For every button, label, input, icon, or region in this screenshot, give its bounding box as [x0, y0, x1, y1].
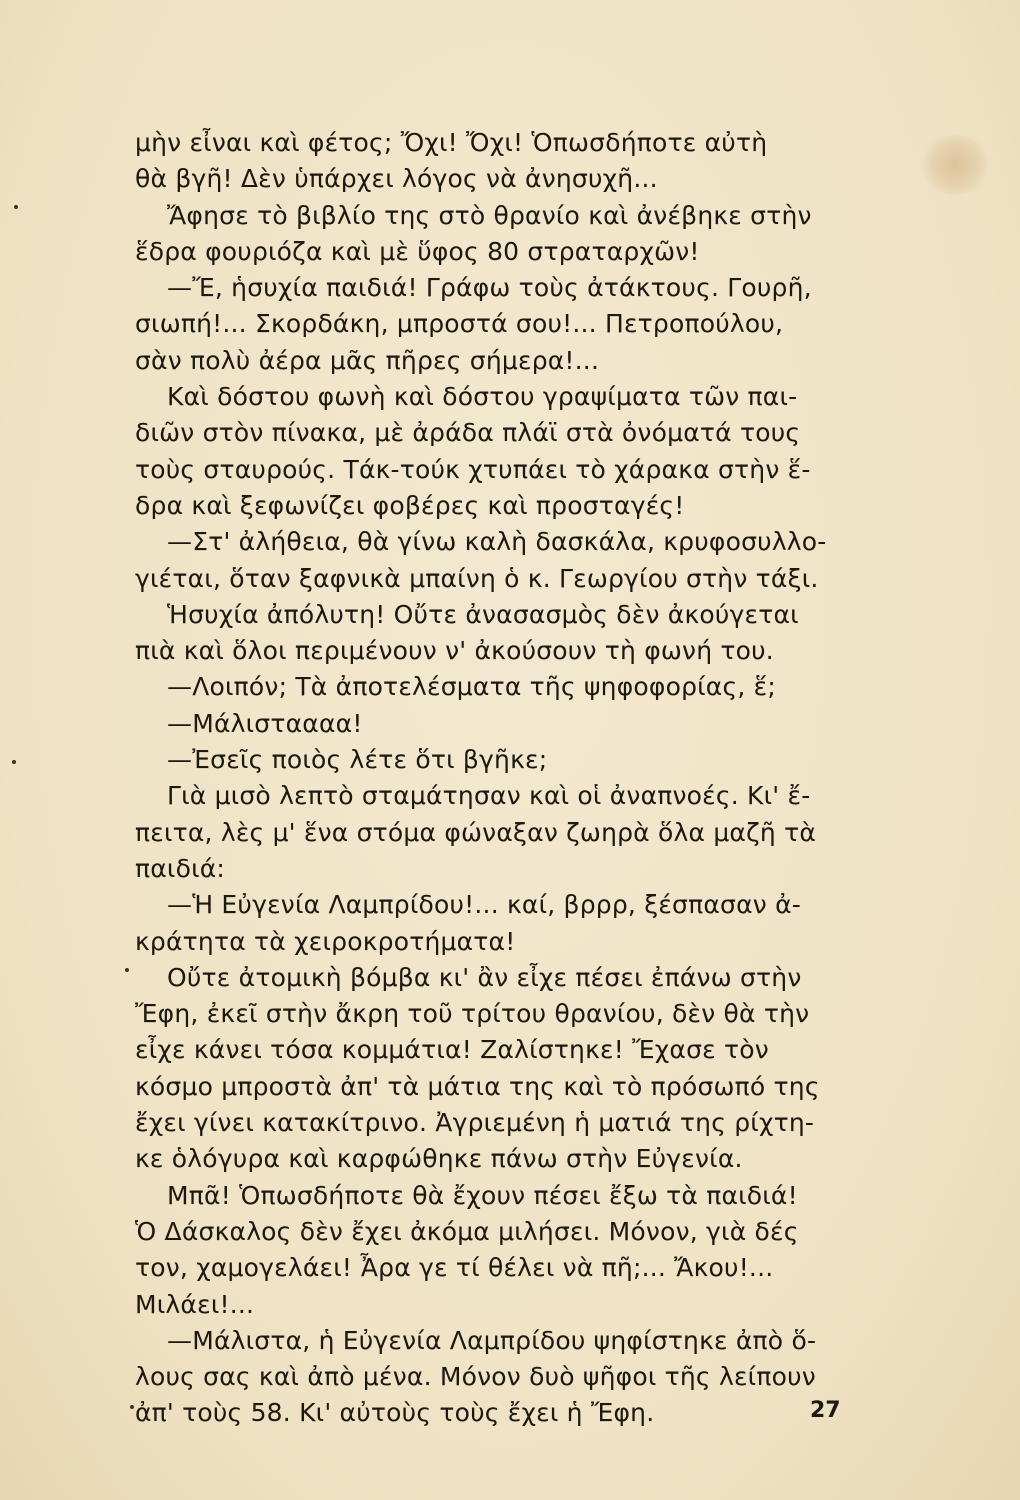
text-line: μὴν εἶναι καὶ φέτος; Ὄχι! Ὄχι! Ὁπωσδήποτε αὐτὴ: [135, 128, 768, 157]
text-line: —Μάλισταααα!: [167, 708, 363, 738]
text-line: —Ἡ Εὐγενία Λαμπρίδου!... καί, βρρρ, ξέσπασαν ἀ-: [167, 890, 801, 920]
text-line: θὰ βγῆ! Δὲν ὑπάρχει λόγος νὰ ἀνησυχῆ...: [135, 164, 658, 194]
text-line: εἶχε κάνει τόσα κομμάτια! Ζαλίστηκε! Ἔχασε τὸν: [135, 1035, 769, 1065]
text-line: —Λοιπόν; Τὰ ἀποτελέσματα τῆς ψηφοφορίας, ἕ;: [167, 672, 776, 702]
text-line: τοὺς σταυρούς. Τάκ-τούκ χτυπάει τὸ χάρακα στὴν ἕ-: [135, 454, 811, 484]
text-line: Ἄφησε τὸ βιβλίο της στὸ θρανίο καὶ ἀνέβηκε στὴν: [167, 200, 812, 230]
body-text: [135, 125, 865, 1432]
text-line: σὰν πολὺ ἀέρα μᾶς πῆρες σήμερα!...: [135, 345, 600, 375]
text-line: γιέται, ὅταν ξαφνικὰ μπαίνη ὁ κ. Γεωργίου στὴν τάξι.: [135, 563, 819, 593]
text-line: Γιὰ μισὸ λεπτὸ σταμάτησαν καὶ οἱ ἀναπνοές. Κι' ἔ-: [167, 781, 811, 811]
page-number: 27: [810, 1398, 841, 1423]
text-line: κε ὁλόγυρα καὶ καρφώθηκε πάνω στὴν Εὐγενία.: [135, 1144, 743, 1174]
text-line: —Ἔ, ἡσυχία παιδιά! Γράφω τοὺς ἀτάκτους. Γουρῆ,: [167, 273, 812, 303]
text-line: —Μάλιστα, ἡ Εὐγενία Λαμπρίδου ψηφίστηκε ἀπὸ ὅ-: [167, 1325, 817, 1355]
text-line: πειτα, λὲς μ' ἕνα στόμα φώναξαν ζωηρὰ ὅλα μαζῆ τὰ: [135, 817, 817, 847]
margin-speck: [125, 968, 129, 972]
margin-speck: [14, 205, 18, 209]
text-line: Ἔφη, ἐκεῖ στὴν ἄκρη τοῦ τρίτου θρανίου, δὲν θὰ τὴν: [135, 999, 810, 1029]
text-line: ἔχει γίνει κατακίτρινο. Ἀγριεμένη ἡ ματιά της ρίχτη-: [135, 1108, 815, 1138]
text-line: τον, χαμογελάει! Ἆρα γε τί θέλει νὰ πῆ;... Ἄκου!...: [135, 1253, 774, 1283]
text-line: λους σας καὶ ἀπὸ μένα. Μόνον δυὸ ψῆφοι τῆς λείπουν: [135, 1362, 816, 1392]
text-line: ἀπ' τοὺς 58. Κι' αὐτοὺς τοὺς ἔχει ἡ Ἔφη.: [135, 1398, 655, 1428]
text-line: Καὶ δόστου φωνὴ καὶ δόστου γραψίματα τῶν παι-: [167, 382, 798, 412]
text-line: διῶν στὸν πίνακα, μὲ ἀράδα πλάϊ στὰ ὀνόματά τους: [135, 418, 801, 448]
text-line: ἕδρα φουριόζα καὶ μὲ ὕφος 80 στραταρχῶν!: [135, 236, 700, 266]
text-line: Ἡσυχία ἀπόλυτη! Οὔτε ἀνασασμὸς δὲν ἀκούγεται: [167, 599, 799, 629]
text-line: παιδιά:: [135, 853, 226, 883]
text-line: —Ἐσεῖς ποιὸς λέτε ὅτι βγῆκε;: [167, 745, 548, 775]
text-line: πιὰ καὶ ὅλοι περιμένουν ν' ἀκούσουν τὴ φωνή του.: [135, 636, 774, 666]
text-line: κόσμο μπροστὰ ἀπ' τὰ μάτια της καὶ τὸ πρόσωπό της: [135, 1071, 820, 1101]
text-line: δρα καὶ ξεφωνίζει φοβέρες καὶ προσταγές!: [135, 490, 685, 520]
text-line: σιωπή!... Σκορδάκη, μπροστά σου!... Πετροπούλου,: [135, 309, 784, 339]
text-line: Ὁ Δάσκαλος δὲν ἔχει ἀκόμα μιλήσει. Μόνον, γιὰ δές: [135, 1216, 799, 1246]
text-line: κράτητα τὰ χειροκροτήματα!: [135, 926, 516, 956]
margin-speck: [130, 1405, 134, 1409]
text-line: Μπᾶ! Ὁπωσδήποτε θὰ ἔχουν πέσει ἔξω τὰ παιδιά!: [167, 1180, 798, 1210]
text-line: —Στ' ἀλήθεια, θὰ γίνω καλὴ δασκάλα, κρυφοσυλλο-: [167, 527, 827, 557]
paper-stain: [920, 135, 990, 195]
margin-speck: [12, 760, 16, 764]
text-line: Οὔτε ἀτομικὴ βόμβα κι' ἂν εἶχε πέσει ἐπάνω στὴν: [167, 962, 802, 992]
text-line: Μιλάει!...: [135, 1289, 255, 1319]
